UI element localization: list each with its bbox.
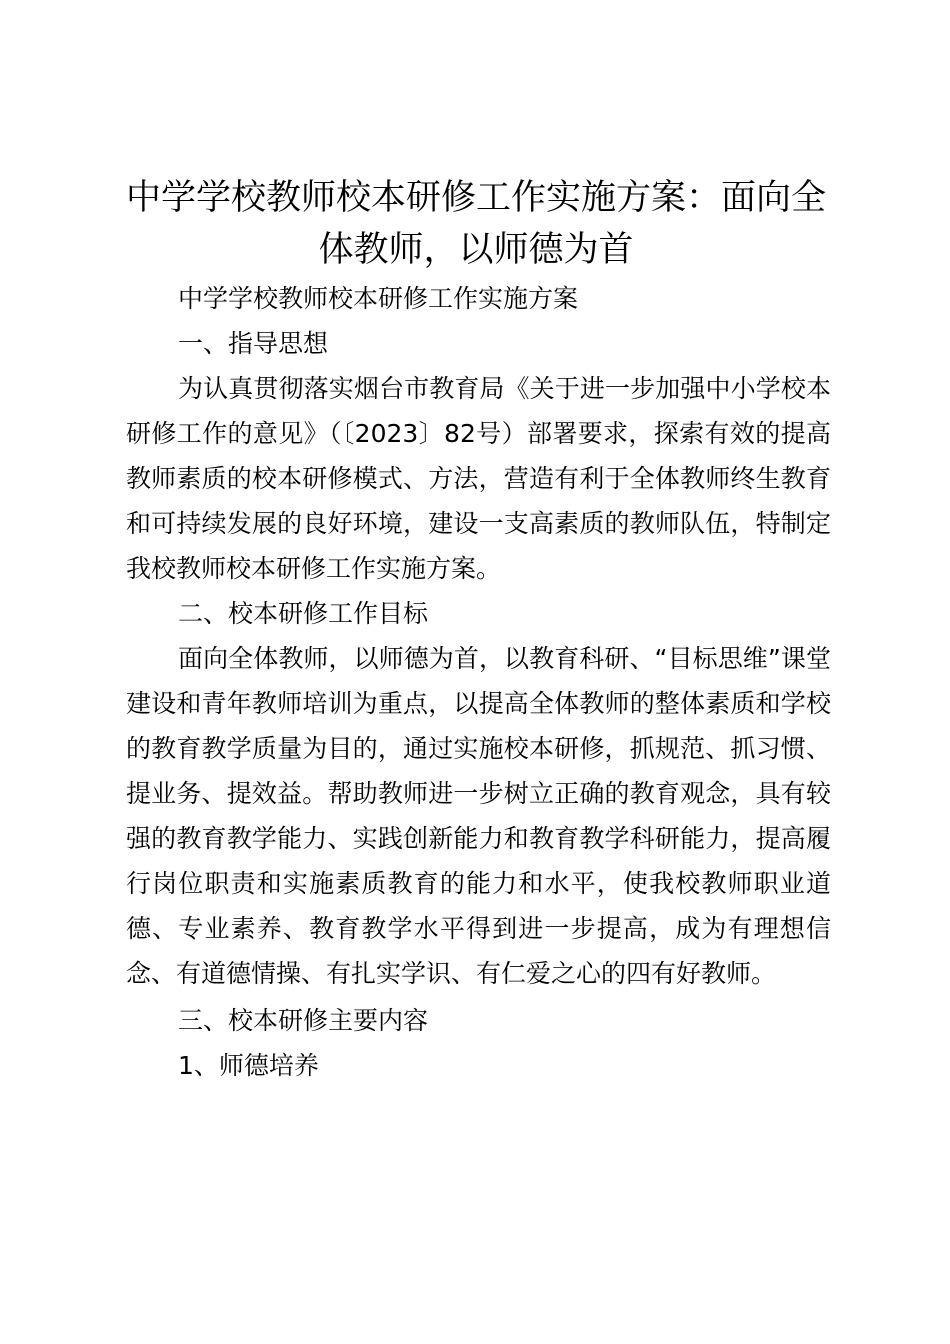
document-subtitle: 中学学校教师校本研修工作实施方案 (178, 284, 579, 313)
document-title: 中学学校教师校本研修工作实施方案：面向全体教师，以师德为首 (125, 178, 826, 270)
section-paragraph-guiding-ideology: 为认真贯彻落实烟台市教育局《关于进一步加强中小学校本研修工作的意见》（〔2023〕82号）部署要求，探索有效的提高教师素质的校本研修模式、方法，营造有利于全体教师终生教育和可持续发展的良好环境，建设一支高素质的教师队伍，特制定我校教师校本研修工作实施方案。 (126, 374, 831, 583)
subsection-heading-teacher-ethics: 1、师德培养 (178, 1051, 319, 1080)
document-body (126, 276, 831, 1088)
section-heading-work-goals: 二、校本研修工作目标 (178, 599, 429, 628)
section-heading-guiding-ideology: 一、指导思想 (178, 329, 329, 358)
section-heading-main-content: 三、校本研修主要内容 (178, 1006, 429, 1035)
section-paragraph-work-goals: 面向全体教师，以师德为首，以教育科研、“目标思维”课堂建设和青年教师培训为重点，以提高全体教师的整体素质和学校的教育教学质量为目的，通过实施校本研修，抓规范、抓习惯、提业务、提效益。帮助教师进一步树立正确的教育观念，具有较强的教育教学能力、实践创新能力和教育教学科研能力，提高履行岗位职责和实施素质教育的能力和水平，使我校教师职业道德、专业素养、教育教学水平得到进一步提高，成为有理想信念、有道德情操、有扎实学识、有仁爱之心的四有好教师。 (126, 644, 831, 988)
